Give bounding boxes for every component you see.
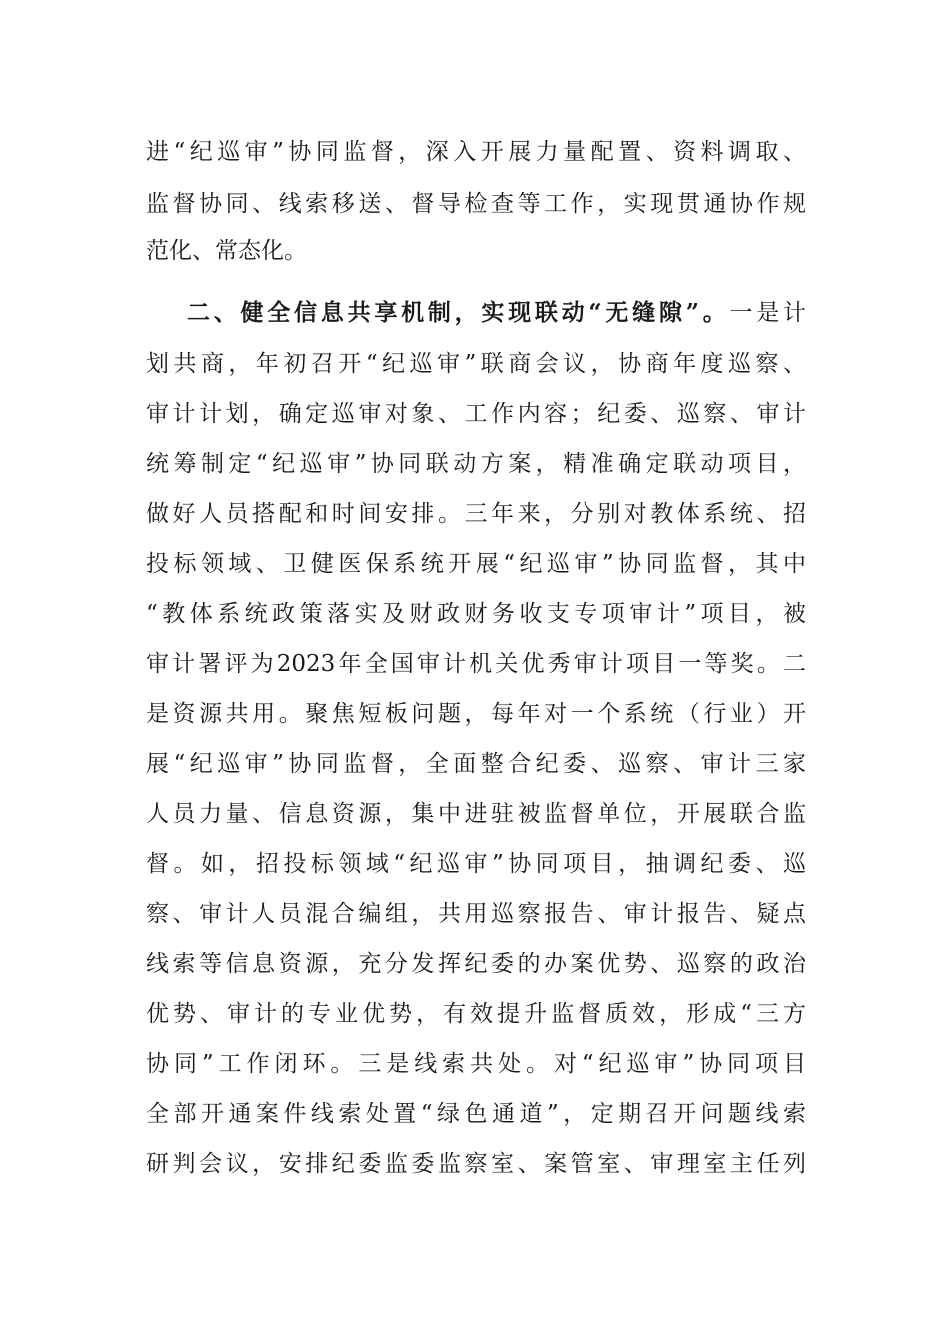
text-line: 范化、常态化。 — [146, 238, 307, 264]
section-heading-line — [187, 287, 806, 339]
text-line: “教体系统政策落实及财政财务收支专项审计”项目，被 — [146, 601, 806, 627]
text-line: 划共商，年初召开“纪巡审”联商会议，协商年度巡察、 — [146, 351, 806, 377]
text-line: 展“纪巡审”协同监督，全面整合纪委、巡察、审计三家 — [146, 751, 806, 777]
text-line: 优势、审计的专业优势，有效提升监督质效，形成“三方 — [146, 1001, 806, 1027]
text-line: 协同”工作闭环。三是线索共处。对“纪巡审”协同项目 — [146, 1051, 806, 1077]
text-line: 投标领域、卫健医保系统开展“纪巡审”协同监督，其中 — [146, 551, 806, 577]
text-line: 审计署评为2023年全国审计机关优秀审计项目一等奖。二 — [146, 651, 806, 677]
text-line: 是资源共用。聚焦短板问题，每年对一个系统（行业）开 — [146, 701, 806, 727]
text-line: 全部开通案件线索处置“绿色通道”，定期召开问题线索 — [146, 1101, 806, 1127]
text-line: 做好人员搭配和时间安排。三年来，分别对教体系统、招 — [146, 501, 806, 527]
section-heading: 二、健全信息共享机制，实现联动“无缝隙”。 — [187, 299, 730, 326]
text-line: 统筹制定“纪巡审”协同联动方案，精准确定联动项目， — [146, 451, 806, 477]
text-line: 审计计划，确定巡审对象、工作内容；纪委、巡察、审计 — [146, 401, 806, 427]
text-line: 监督协同、线索移送、督导检查等工作，实现贯通协作规 — [146, 191, 806, 217]
heading-line-rest: 一是计 — [729, 300, 806, 326]
text-line: 人员力量、信息资源，集中进驻被监督单位，开展联合监 — [146, 801, 806, 827]
text-line: 研判会议，安排纪委监委监察室、案管室、审理室主任列 — [146, 1151, 806, 1177]
text-line: 进“纪巡审”协同监督，深入开展力量配置、资料调取、 — [146, 139, 806, 165]
text-line: 督。如，招投标领域“纪巡审”协同项目，抽调纪委、巡 — [146, 851, 806, 877]
text-line: 察、审计人员混合编组，共用巡察报告、审计报告、疑点 — [146, 901, 806, 927]
text-line: 线索等信息资源，充分发挥纪委的办案优势、巡察的政治 — [146, 951, 806, 977]
